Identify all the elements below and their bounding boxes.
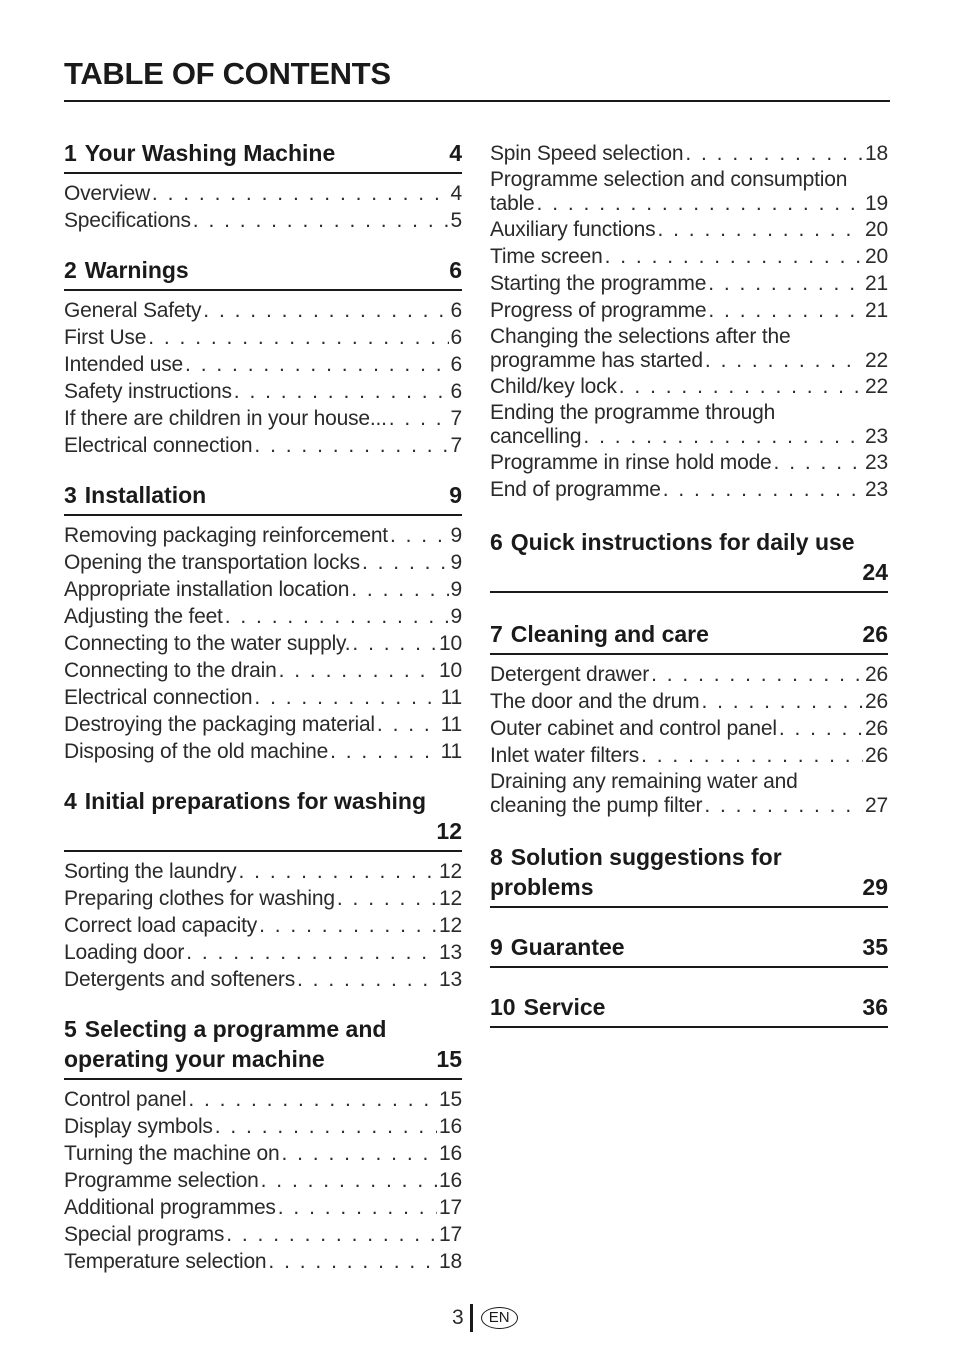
entry-page: 22 bbox=[865, 375, 888, 398]
toc-section-5-continued bbox=[490, 140, 888, 503]
toc-entry[interactable] bbox=[64, 378, 462, 405]
section-number: 4 bbox=[64, 788, 77, 814]
toc-section-10 bbox=[490, 992, 888, 1028]
toc-entry[interactable] bbox=[64, 630, 462, 657]
section-page: 4 bbox=[449, 140, 462, 166]
section-heading[interactable] bbox=[490, 932, 888, 968]
section-title: Installation bbox=[84, 482, 207, 508]
section-title: Initial preparations for washing bbox=[84, 788, 427, 814]
entry-page: 20 bbox=[865, 245, 888, 268]
section-title-line2: operating your machine bbox=[64, 1046, 325, 1072]
section-number: 3 bbox=[64, 482, 77, 508]
entry-page: 16 bbox=[439, 1115, 462, 1138]
section-number: 7 bbox=[490, 621, 503, 647]
toc-left-column bbox=[64, 138, 462, 1296]
entry-page: 6 bbox=[450, 326, 462, 349]
entry-title: Progress of programme bbox=[490, 299, 707, 322]
toc-section-7 bbox=[490, 619, 888, 818]
section-heading[interactable] bbox=[490, 619, 888, 655]
entry-title: Electrical connection bbox=[64, 434, 253, 457]
section-page: 26 bbox=[862, 621, 888, 647]
toc-section-9 bbox=[490, 932, 888, 968]
toc-entry[interactable] bbox=[64, 207, 462, 234]
toc-entry[interactable] bbox=[64, 549, 462, 576]
toc-entry[interactable] bbox=[64, 1221, 462, 1248]
toc-entry[interactable] bbox=[64, 912, 462, 939]
section-number: 1 bbox=[64, 140, 77, 166]
toc-entry[interactable] bbox=[490, 297, 888, 324]
entry-title: Safety instructions bbox=[64, 380, 232, 403]
entry-page: 12 bbox=[439, 914, 462, 937]
toc-entry[interactable] bbox=[64, 711, 462, 738]
toc-entry[interactable] bbox=[64, 1248, 462, 1275]
entry-page: 18 bbox=[439, 1250, 462, 1273]
toc-section-8 bbox=[490, 842, 888, 908]
section-page: 15 bbox=[436, 1046, 462, 1072]
section-heading[interactable] bbox=[64, 138, 462, 174]
entry-title: Overview bbox=[64, 182, 150, 205]
entry-title-line1: Draining any remaining water and bbox=[490, 770, 798, 793]
entry-page: 12 bbox=[439, 860, 462, 883]
entry-title: table bbox=[490, 192, 535, 215]
section-title: Warnings bbox=[84, 257, 189, 283]
page-footer bbox=[452, 1304, 518, 1332]
entry-title: Intended use bbox=[64, 353, 184, 376]
entry-page: 27 bbox=[865, 794, 888, 817]
toc-entry[interactable] bbox=[64, 738, 462, 765]
entry-title: Adjusting the feet bbox=[64, 605, 223, 628]
toc-section-3 bbox=[64, 480, 462, 765]
toc-entry[interactable] bbox=[490, 400, 888, 449]
entry-page: 5 bbox=[450, 209, 462, 232]
section-page: 24 bbox=[862, 559, 888, 585]
page-number: 3 bbox=[452, 1306, 464, 1329]
toc-entry[interactable] bbox=[490, 661, 888, 688]
entry-page: 18 bbox=[865, 142, 888, 165]
entry-title-line1: Programme selection and consumption bbox=[490, 168, 848, 191]
entry-title: Connecting to the drain bbox=[64, 659, 277, 682]
entry-title: Electrical connection bbox=[64, 686, 253, 709]
entry-page: 9 bbox=[450, 605, 462, 628]
entry-title: Destroying the packaging material bbox=[64, 713, 375, 736]
entry-title: Display symbols bbox=[64, 1115, 213, 1138]
section-number: 9 bbox=[490, 934, 503, 960]
entry-page: 15 bbox=[439, 1088, 462, 1111]
section-number: 10 bbox=[490, 994, 516, 1020]
section-number: 6 bbox=[490, 529, 503, 555]
toc-entry[interactable] bbox=[64, 603, 462, 630]
toc-entry[interactable] bbox=[490, 715, 888, 742]
entry-title: Sorting the laundry bbox=[64, 860, 237, 883]
entry-page: 11 bbox=[440, 713, 462, 736]
toc-entry[interactable] bbox=[64, 684, 462, 711]
entry-page: 16 bbox=[439, 1142, 462, 1165]
entry-title: Time screen bbox=[490, 245, 603, 268]
section-page: 35 bbox=[862, 934, 888, 960]
entry-title: Loading door bbox=[64, 941, 185, 964]
section-title: Solution suggestions for bbox=[510, 844, 782, 870]
entry-title: Connecting to the water supply. bbox=[64, 632, 351, 655]
entry-title: Programme in rinse hold mode bbox=[490, 451, 772, 474]
entry-title: cancelling bbox=[490, 425, 582, 448]
entry-page: 10 bbox=[439, 632, 462, 655]
entry-page: 21 bbox=[865, 272, 888, 295]
entry-page: 26 bbox=[865, 690, 888, 713]
entry-title: Outer cabinet and control panel bbox=[490, 717, 777, 740]
entry-title: Removing packaging reinforcement bbox=[64, 524, 388, 547]
toc-entry[interactable] bbox=[490, 243, 888, 270]
entry-page: 11 bbox=[440, 740, 462, 763]
section-title: Guarantee bbox=[510, 934, 625, 960]
page-title: TABLE OF CONTENTS bbox=[64, 56, 890, 102]
entry-page: 13 bbox=[439, 968, 462, 991]
toc-section-2 bbox=[64, 255, 462, 459]
entry-title: General Safety bbox=[64, 299, 202, 322]
toc-entry[interactable] bbox=[490, 373, 888, 400]
entry-title: End of programme bbox=[490, 478, 661, 501]
entry-title: Auxiliary functions bbox=[490, 218, 656, 241]
entry-page: 23 bbox=[865, 478, 888, 501]
toc-entry[interactable] bbox=[64, 324, 462, 351]
toc-entry[interactable] bbox=[490, 270, 888, 297]
section-heading[interactable] bbox=[64, 480, 462, 516]
section-heading[interactable] bbox=[64, 1014, 462, 1080]
toc-entry[interactable] bbox=[64, 1194, 462, 1221]
entry-page: 4 bbox=[450, 182, 462, 205]
entry-page: 11 bbox=[440, 686, 462, 709]
toc-entry[interactable] bbox=[64, 885, 462, 912]
entry-page: 17 bbox=[439, 1223, 462, 1246]
toc-entry[interactable] bbox=[490, 167, 888, 216]
entry-page: 9 bbox=[450, 578, 462, 601]
section-heading[interactable] bbox=[64, 786, 462, 852]
entry-title: Child/key lock bbox=[490, 375, 617, 398]
entry-title: If there are children in your house... bbox=[64, 407, 387, 430]
entry-title: Spin Speed selection bbox=[490, 142, 684, 165]
toc-entry[interactable] bbox=[490, 140, 888, 167]
toc-entry[interactable] bbox=[490, 476, 888, 503]
toc-entry[interactable] bbox=[490, 449, 888, 476]
toc-entry[interactable] bbox=[64, 576, 462, 603]
toc-entry[interactable] bbox=[64, 351, 462, 378]
section-number: 5 bbox=[64, 1016, 77, 1042]
entry-page: 6 bbox=[450, 299, 462, 322]
toc-entry[interactable] bbox=[64, 939, 462, 966]
toc-entry[interactable] bbox=[64, 522, 462, 549]
entry-title: Inlet water filters bbox=[490, 744, 640, 767]
entry-title: Control panel bbox=[64, 1088, 187, 1111]
toc-entry[interactable] bbox=[490, 324, 888, 373]
entry-title: Starting the programme bbox=[490, 272, 707, 295]
entry-title: Programme selection bbox=[64, 1169, 259, 1192]
section-title: Quick instructions for daily use bbox=[510, 529, 855, 555]
entry-title: Temperature selection bbox=[64, 1250, 267, 1273]
toc-section-4 bbox=[64, 786, 462, 993]
entry-page: 23 bbox=[865, 425, 888, 448]
entry-title: Turning the machine on bbox=[64, 1142, 280, 1165]
toc-entry[interactable] bbox=[64, 1167, 462, 1194]
section-title: Cleaning and care bbox=[510, 621, 709, 647]
entry-page: 26 bbox=[865, 744, 888, 767]
entry-page: 26 bbox=[865, 663, 888, 686]
entry-title: Specifications bbox=[64, 209, 191, 232]
entry-page: 19 bbox=[865, 192, 888, 215]
toc-entry[interactable] bbox=[490, 688, 888, 715]
entry-page: 21 bbox=[865, 299, 888, 322]
entry-title: Appropriate installation location bbox=[64, 578, 350, 601]
section-page: 29 bbox=[862, 874, 888, 900]
footer-divider bbox=[470, 1304, 473, 1332]
entry-page: 12 bbox=[439, 887, 462, 910]
entry-page: 9 bbox=[450, 551, 462, 574]
section-page: 36 bbox=[862, 994, 888, 1020]
section-title: Service bbox=[523, 994, 606, 1020]
section-title: Your Washing Machine bbox=[84, 140, 336, 166]
entry-title: Correct load capacity bbox=[64, 914, 258, 937]
entry-page: 17 bbox=[439, 1196, 462, 1219]
entry-page: 22 bbox=[865, 349, 888, 372]
entry-title: Opening the transportation locks bbox=[64, 551, 360, 574]
entry-title: Special programs bbox=[64, 1223, 225, 1246]
entry-title-line1: Changing the selections after the bbox=[490, 325, 791, 348]
entry-page: 13 bbox=[439, 941, 462, 964]
language-badge: EN bbox=[481, 1307, 518, 1329]
entry-page: 6 bbox=[450, 353, 462, 376]
entry-title: First Use bbox=[64, 326, 147, 349]
entry-title: Additional programmes bbox=[64, 1196, 276, 1219]
toc-entry[interactable] bbox=[64, 432, 462, 459]
entry-title-line1: Ending the programme through bbox=[490, 401, 776, 424]
toc-entry[interactable] bbox=[64, 858, 462, 885]
toc-entry[interactable] bbox=[64, 1113, 462, 1140]
toc-entry[interactable] bbox=[490, 216, 888, 243]
section-page: 9 bbox=[449, 482, 462, 508]
section-title-line2: problems bbox=[490, 874, 594, 900]
entry-title: Preparing clothes for washing bbox=[64, 887, 335, 910]
entry-title: cleaning the pump filter bbox=[490, 794, 703, 817]
toc-entry[interactable] bbox=[490, 769, 888, 818]
section-page: 12 bbox=[436, 818, 462, 844]
toc-entry[interactable] bbox=[64, 1140, 462, 1167]
entry-page: 20 bbox=[865, 218, 888, 241]
entry-title: Detergents and softeners bbox=[64, 968, 296, 991]
toc-entry[interactable] bbox=[64, 1086, 462, 1113]
entry-page: 23 bbox=[865, 451, 888, 474]
entry-page: 10 bbox=[439, 659, 462, 682]
entry-page: 16 bbox=[439, 1169, 462, 1192]
toc-entry[interactable] bbox=[64, 405, 462, 432]
toc-right-column bbox=[490, 140, 888, 1049]
entry-title: The door and the drum bbox=[490, 690, 700, 713]
toc-entry[interactable] bbox=[64, 297, 462, 324]
entry-page: 7 bbox=[450, 434, 462, 457]
entry-page: 6 bbox=[450, 380, 462, 403]
entry-page: 26 bbox=[865, 717, 888, 740]
entry-page: 7 bbox=[450, 407, 462, 430]
toc-entry[interactable] bbox=[64, 657, 462, 684]
section-heading[interactable] bbox=[64, 255, 462, 291]
toc-entry[interactable] bbox=[490, 742, 888, 769]
section-heading[interactable] bbox=[490, 527, 888, 593]
entry-title: Disposing of the old machine bbox=[64, 740, 329, 763]
section-page: 6 bbox=[449, 257, 462, 283]
entry-title: Detergent drawer bbox=[490, 663, 650, 686]
toc-entry[interactable] bbox=[64, 966, 462, 993]
section-title: Selecting a programme and bbox=[84, 1016, 387, 1042]
toc-section-1 bbox=[64, 138, 462, 234]
section-heading[interactable] bbox=[490, 842, 888, 908]
toc-section-6 bbox=[490, 527, 888, 593]
toc-section-5 bbox=[64, 1014, 462, 1275]
entry-title: programme has started bbox=[490, 349, 703, 372]
entry-page: 9 bbox=[450, 524, 462, 547]
section-heading[interactable] bbox=[490, 992, 888, 1028]
section-number: 2 bbox=[64, 257, 77, 283]
toc-entry[interactable] bbox=[64, 180, 462, 207]
section-number: 8 bbox=[490, 844, 503, 870]
